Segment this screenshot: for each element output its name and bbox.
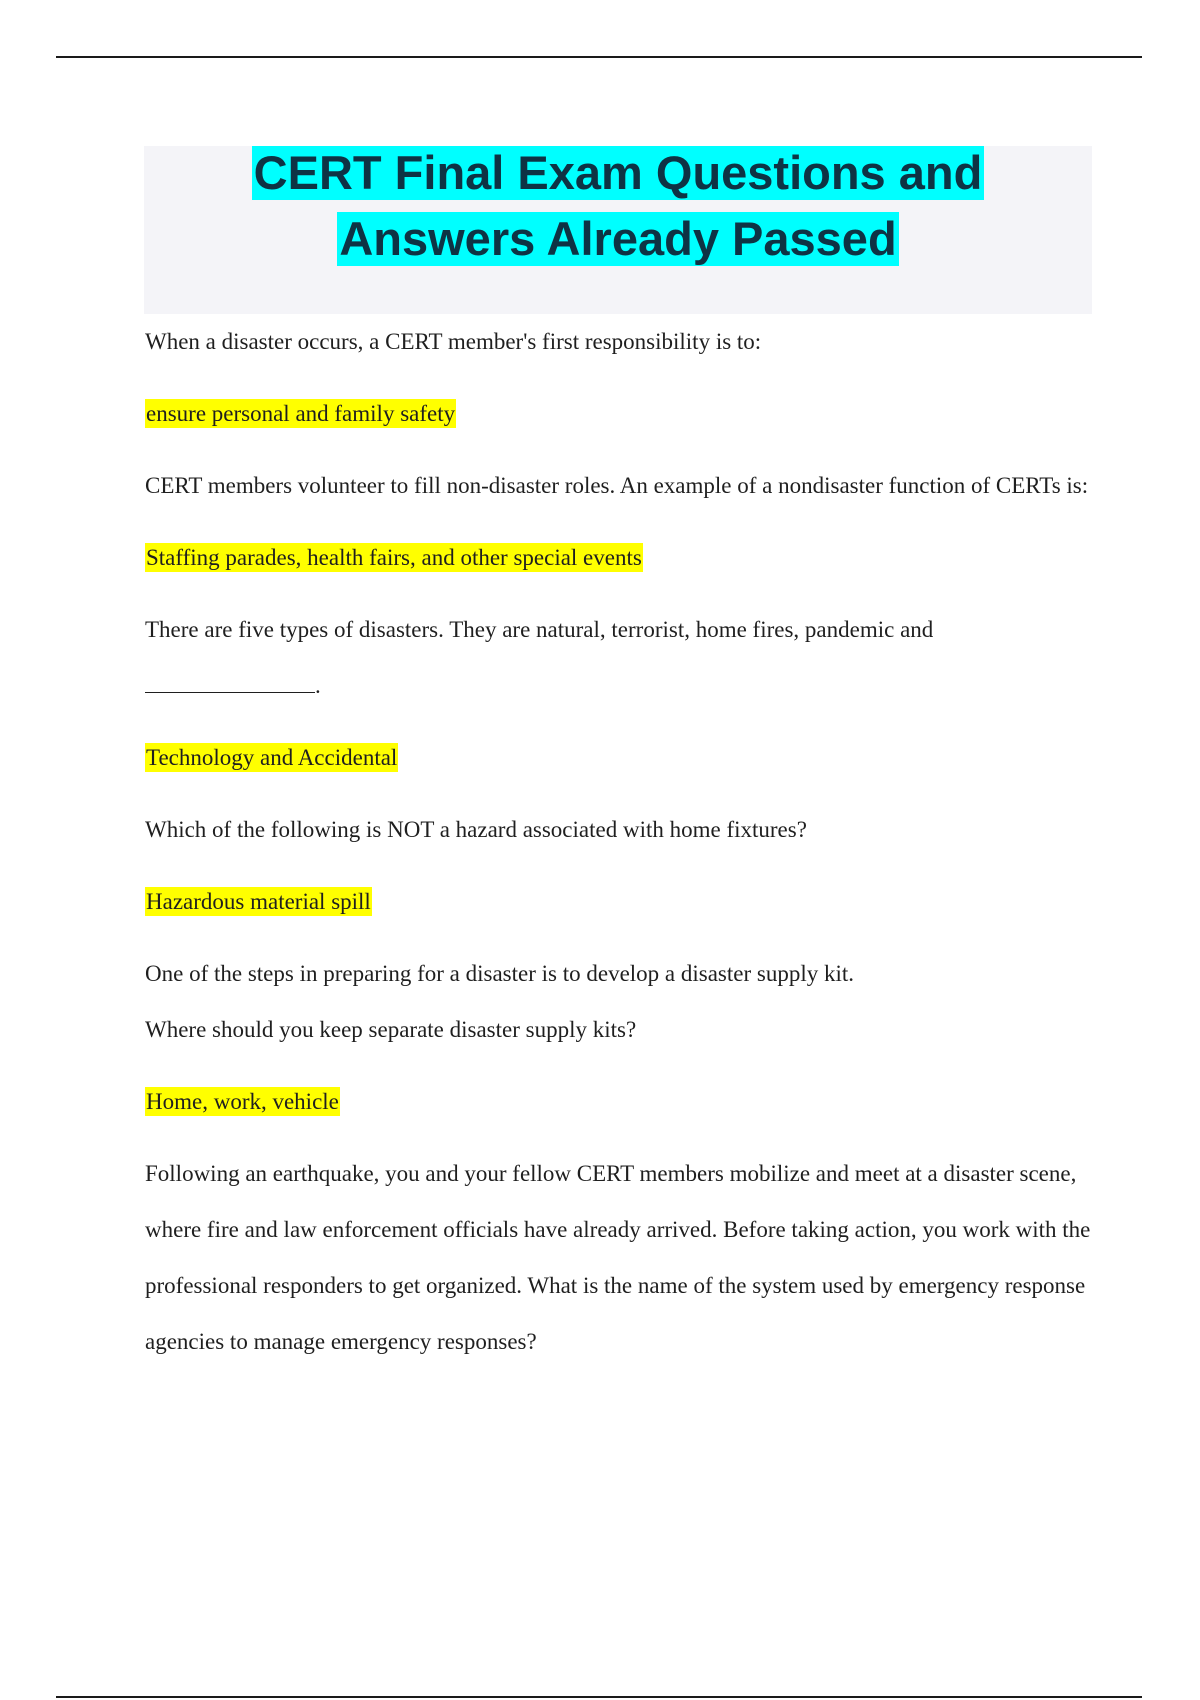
question-5-line-2: Where should you keep separate disaster supply kits? (145, 1017, 637, 1042)
answer-1-text: ensure personal and family safety (146, 401, 456, 426)
answer-4 (145, 874, 1095, 930)
question-6: Following an earthquake, you and your fellow CERT members mobilize and meet at a disaster scene, where fire and law enforcement officials have already arrived. Before taking action, you work with the professional responders to get organized. What is the name of the system used by emergency response agencies to manage emergency responses? (145, 1161, 1091, 1354)
answer-4-text: Hazardous material spill (146, 889, 371, 914)
question-5-line-1: One of the steps in preparing for a disaster is to develop a disaster supply kit. (145, 961, 855, 986)
title-line-2: Answers Already Passed (339, 212, 897, 265)
question-4: Which of the following is NOT a hazard associated with home fixtures? (145, 817, 807, 842)
question-3 (145, 602, 1095, 714)
answer-3 (145, 730, 1095, 786)
answer-3-text: Technology and Accidental (146, 745, 398, 770)
question-3-end: . (315, 673, 321, 698)
question-3-text: There are five types of disasters. They are natural, terrorist, home fires, pandemic and (145, 617, 934, 642)
answer-1 (145, 386, 1095, 442)
answer-5 (145, 1074, 1095, 1130)
title-line-1: CERT Final Exam Questions and (253, 146, 983, 199)
answer-2 (145, 530, 1095, 586)
qa-content (145, 314, 1095, 1386)
fill-in-blank (145, 672, 315, 693)
title-banner (144, 146, 1092, 314)
top-rule (56, 56, 1142, 58)
answer-5-text: Home, work, vehicle (146, 1089, 339, 1114)
question-1: When a disaster occurs, a CERT member's first responsibility is to: (145, 329, 762, 354)
answer-2-text: Staffing parades, health fairs, and other special events (146, 545, 642, 570)
bottom-rule (56, 1696, 1142, 1698)
question-2: CERT members volunteer to fill non-disaster roles. An example of a nondisaster function of CERTs is: (145, 473, 1089, 498)
question-5 (145, 946, 1095, 1058)
